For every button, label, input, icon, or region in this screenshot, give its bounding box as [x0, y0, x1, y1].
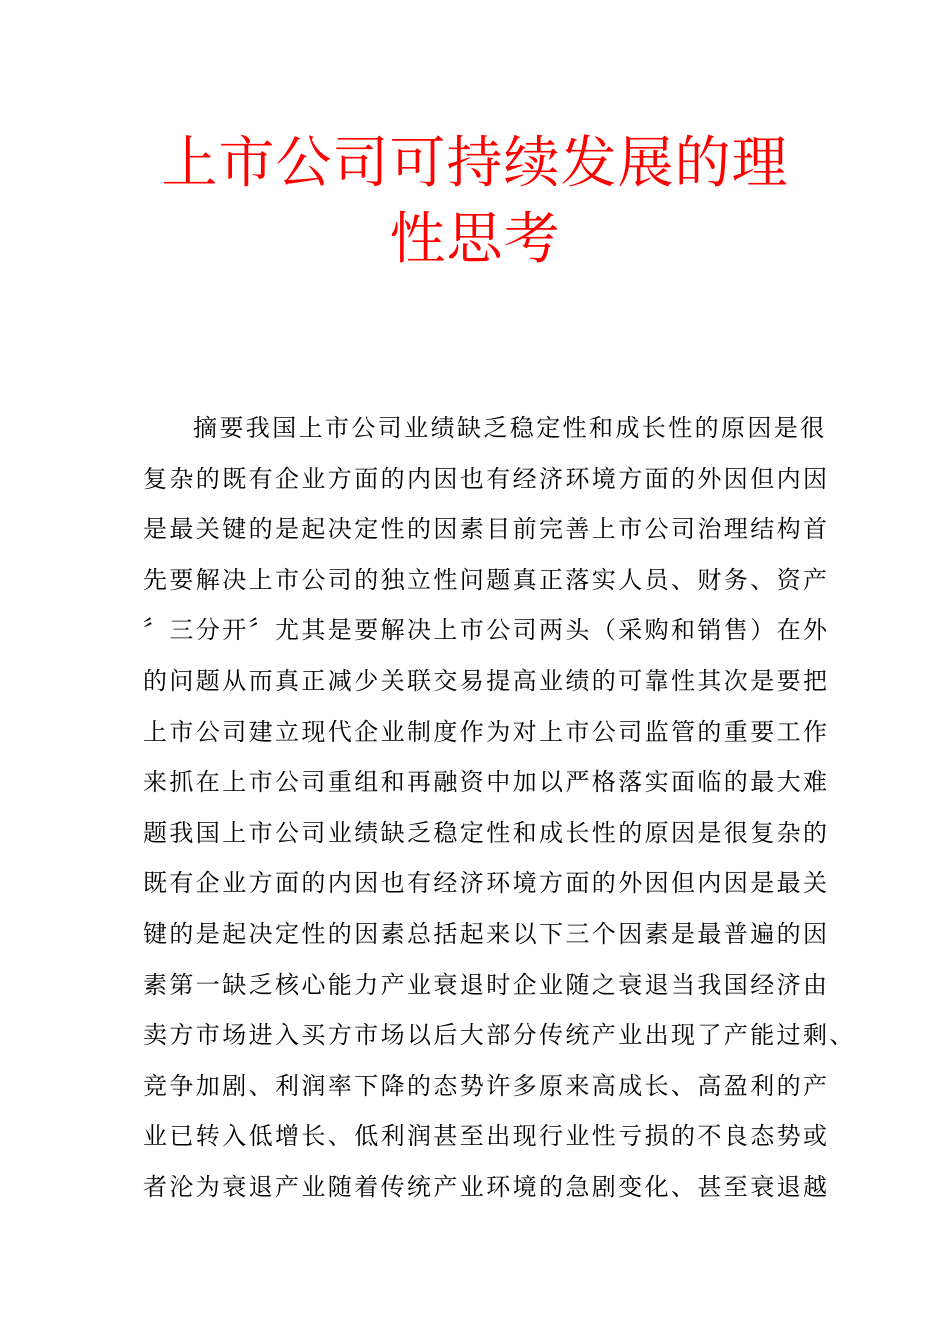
text-line: 既有企业方面的内因也有经济环境方面的外因但内因是最关 [143, 869, 830, 898]
title-line-2: 性思考 [389, 207, 561, 272]
text-line: 摘要我国上市公司业绩缺乏稳定性和成长性的原因是很 [193, 414, 827, 442]
document-title [120, 126, 830, 278]
text-line: 者沦为衰退产业随着传统产业环境的急剧变化、甚至衰退越 [143, 1172, 830, 1201]
text-line: 是最关键的是起决定性的因素目前完善上市公司治理结构首 [143, 515, 830, 544]
text-line: 上市公司建立现代企业制度作为对上市公司监管的重要工作 [143, 717, 830, 746]
text-line: 先要解决上市公司的独立性问题真正落实人员、财务、资产 [143, 565, 830, 594]
text-line: 复杂的既有企业方面的内因也有经济环境方面的外因但内因 [143, 464, 830, 493]
text-line: 来抓在上市公司重组和再融资中加以严格落实面临的最大难 [143, 768, 830, 797]
body-paragraph [143, 403, 863, 1213]
text-line: 键的是起决定性的因素总括起来以下三个因素是最普遍的因 [143, 919, 830, 948]
title-line-1: 上市公司可持续发展的理 [161, 131, 789, 196]
text-line: 的问题从而真正减少关联交易提高业绩的可靠性其次是要把 [143, 666, 830, 695]
text-line: 卖方市场进入买方市场以后大部分传统产业出现了产能过剩、 [143, 1021, 856, 1050]
text-line: 〞三分开〞尤其是要解决上市公司两头（采购和销售）在外 [143, 616, 830, 645]
text-line: 题我国上市公司业绩缺乏稳定性和成长性的原因是很复杂的 [143, 818, 830, 847]
text-line: 竞争加剧、利润率下降的态势许多原来高成长、高盈利的产 [143, 1071, 830, 1100]
text-line: 素第一缺乏核心能力产业衰退时企业随之衰退当我国经济由 [143, 970, 830, 999]
text-line: 业已转入低增长、低利润甚至出现行业性亏损的不良态势或 [143, 1122, 830, 1151]
